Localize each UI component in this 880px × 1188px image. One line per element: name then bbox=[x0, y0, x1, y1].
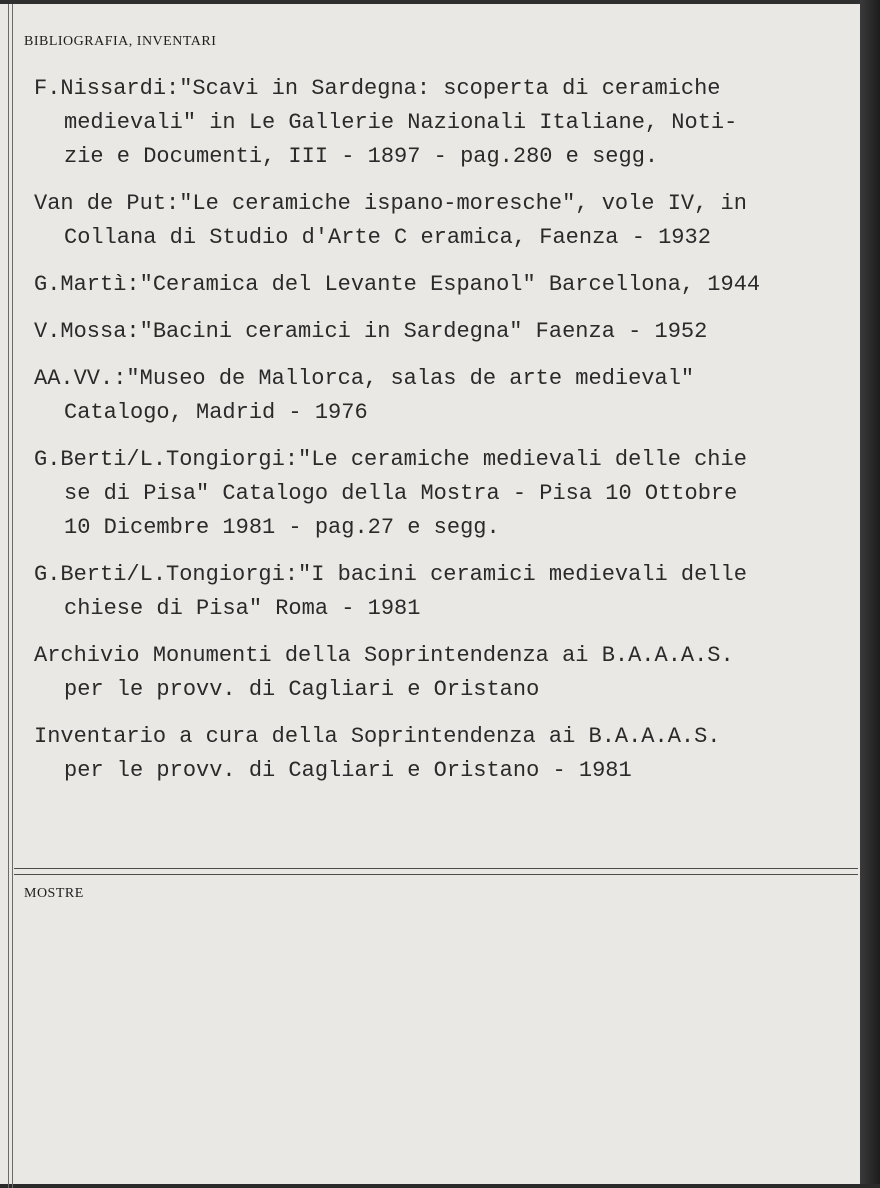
bibliography-entry bbox=[34, 315, 856, 349]
entry-line: 10 Dicembre 1981 - pag.27 e segg. bbox=[64, 515, 500, 540]
bibliography-entry bbox=[34, 639, 856, 707]
section-heading-bibliografia: BIBLIOGRAFIA, INVENTARI bbox=[24, 34, 217, 49]
entry-line: zie e Documenti, III - 1897 - pag.280 e segg. bbox=[64, 144, 659, 169]
section-heading-mostre: MOSTRE bbox=[24, 886, 84, 901]
entry-line: medievali" in Le Gallerie Nazionali Italiane, Noti- bbox=[64, 110, 738, 135]
entry-line: Catalogo, Madrid - 1976 bbox=[64, 400, 368, 425]
bibliography-list bbox=[34, 72, 856, 801]
entry-line: se di Pisa" Catalogo della Mostra - Pisa 10 Ottobre bbox=[64, 481, 738, 506]
margin-line bbox=[8, 4, 9, 1188]
entry-line: Van de Put:"Le ceramiche ispano-moresche", vole IV, in bbox=[34, 191, 747, 216]
card-edge-shadow bbox=[860, 0, 880, 1184]
entry-line: Inventario a cura della Soprintendenza ai B.A.A.A.S. bbox=[34, 724, 721, 749]
entry-line: G.Berti/L.Tongiorgi:"Le ceramiche medievali delle chie bbox=[34, 447, 747, 472]
bibliography-entry bbox=[34, 720, 856, 788]
margin-line bbox=[12, 4, 13, 1188]
entry-line: G.Martì:"Ceramica del Levante Espanol" Barcellona, 1944 bbox=[34, 272, 761, 297]
entry-line: Collana di Studio d'Arte C eramica, Faenza - 1932 bbox=[64, 225, 711, 250]
entry-line: F.Nissardi:"Scavi in Sardegna: scoperta di ceramiche bbox=[34, 76, 721, 101]
divider-rule bbox=[14, 868, 858, 869]
bibliography-entry bbox=[34, 443, 856, 545]
bibliography-entry bbox=[34, 72, 856, 174]
bibliography-entry bbox=[34, 558, 856, 626]
bibliography-entry bbox=[34, 187, 856, 255]
entry-line: G.Berti/L.Tongiorgi:"I bacini ceramici medievali delle bbox=[34, 562, 747, 587]
divider-rule bbox=[14, 874, 858, 875]
bibliography-entry bbox=[34, 268, 856, 302]
entry-line: Archivio Monumenti della Soprintendenza ai B.A.A.A.S. bbox=[34, 643, 734, 668]
bibliography-entry bbox=[34, 362, 856, 430]
entry-line: per le provv. di Cagliari e Oristano bbox=[64, 677, 540, 702]
entry-line: per le provv. di Cagliari e Oristano - 1981 bbox=[64, 758, 632, 783]
entry-line: AA.VV.:"Museo de Mallorca, salas de arte medieval" bbox=[34, 366, 695, 391]
entry-line: V.Mossa:"Bacini ceramici in Sardegna" Faenza - 1952 bbox=[34, 319, 708, 344]
entry-line: chiese di Pisa" Roma - 1981 bbox=[64, 596, 421, 621]
